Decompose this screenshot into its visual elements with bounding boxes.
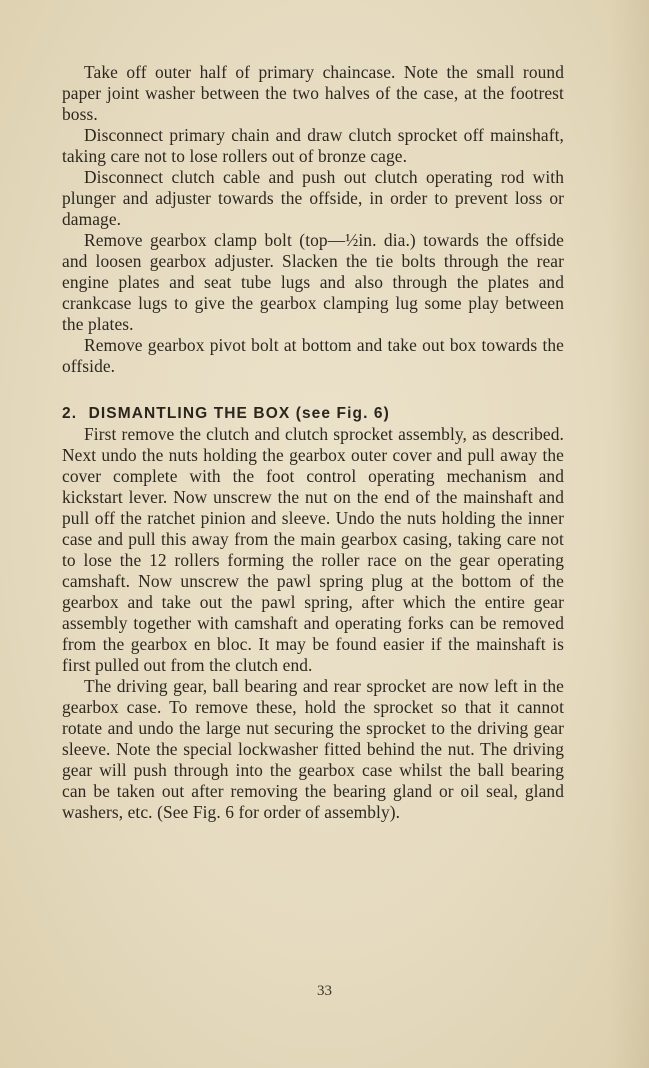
intro-paragraph-3: Disconnect clutch cable and push out clutch operating rod with plunger and adjuster towards the offside, in order to prevent loss or damage. [62, 167, 564, 229]
intro-paragraph-5: Remove gearbox pivot bolt at bottom and take out box towards the offside. [62, 335, 564, 376]
page-edge-shadow [609, 0, 649, 1068]
page-content [62, 62, 564, 823]
section-number: 2. [62, 405, 78, 422]
section-paragraph-1: First remove the clutch and clutch sprocket assembly, as described. Next undo the nuts holding the gearbox outer cover and pull away the cover complete with the foot control operating mechanism and kickstart lever. Now unscrew the nut on the end of the mainshaft and pull off the ratchet pinion and sleeve. Undo the nuts holding the inner case and pull this away from the main gearbox casing, taking care not to lose the 12 rollers forming the roller race on the gear operating camshaft. Now unscrew the pawl spring plug at the bottom of the gearbox and take out the pawl spring, after which the entire gear assembly together with camshaft and operating forks can be removed from the gearbox en bloc. It may be found easier if the mainshaft is first pulled out from the clutch end. [62, 424, 564, 675]
section-paragraph-2: The driving gear, ball bearing and rear sprocket are now left in the gearbox case. To remove these, hold the sprocket so that it cannot rotate and undo the large nut securing the sprocket to the driving gear sleeve. Note the special lockwasher fitted behind the nut. The driving gear will push through into the gearbox case whilst the ball bearing can be taken out after removing the bearing gland or oil seal, gland washers, etc. (See Fig. 6 for order of assembly). [62, 676, 564, 822]
section-title: DISMANTLING THE BOX (see Fig. 6) [88, 405, 390, 422]
page-number: 33 [317, 983, 332, 999]
intro-paragraph-1: Take off outer half of primary chaincase. Note the small round paper joint washer between the two halves of the case, at the footrest boss. [62, 62, 564, 124]
intro-paragraph-2: Disconnect primary chain and draw clutch sprocket off mainshaft, taking care not to lose rollers out of bronze cage. [62, 125, 564, 166]
intro-paragraph-4: Remove gearbox clamp bolt (top—½in. dia.) towards the offside and loosen gearbox adjuster. Slacken the tie bolts through the rear engine plates and seat tube lugs and also through the plates and crankcase lugs to give the gearbox clamping lug some play between the plates. [62, 230, 564, 334]
section-heading [62, 403, 564, 424]
